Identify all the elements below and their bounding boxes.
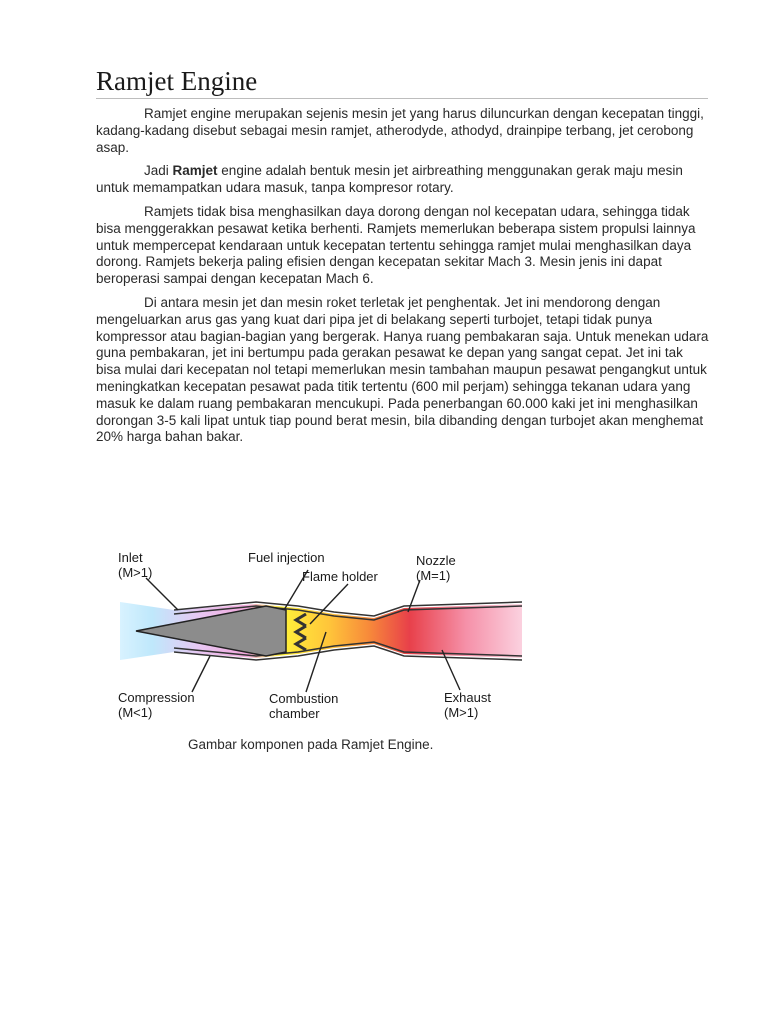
paragraph-3	[96, 204, 710, 288]
paragraph-4-text: Di antara mesin jet dan mesin roket terletak jet penghentak. Jet ini mendorong dengan mengeluarkan arus gas yang kuat dari pipa jet di belakang seperti turbojet, tetapi tidak punya kompressor atau bagian-bagian yang bergerak. Hanya ruang pembakaran saja. Untuk menekan udara guna pembakaran, jet ini bertumpu pada gerakan pesawat ke depan yang sangat cepat. Jet ini tak bisa mulai dari kecepatan nol tetapi memerlukan mesin tambahan maupun pesawat pengangkut untuk meningkatkan kecepatan pesawat pada titik tertentu (600 mil perjam) sehingga tekanan udara yang masuk ke dalam ruang pembakaran mencukupi. Pada penerbangan 60.000 kaki jet ini menghasilkan dorongan 3-5 kali lipat untuk tiap pound berat mesin, bila dibanding dengan turbojet akan menghemat 20% harga bahan bakar.	[96, 294, 709, 445]
paragraph-2-text-start: Jadi	[144, 163, 173, 179]
nozzle-leader	[408, 580, 420, 612]
document-body	[96, 106, 710, 453]
label-flame-holder: Flame holder	[302, 569, 378, 584]
figure-caption: Gambar komponen pada Ramjet Engine.	[188, 737, 434, 752]
label-exhaust: Exhaust (M>1)	[444, 690, 491, 720]
label-inlet: Inlet (M>1)	[118, 550, 153, 580]
title-divider	[96, 98, 708, 99]
paragraph-3-text: Ramjets tidak bisa menghasilkan daya dorong dengan nol kecepatan udara, sehingga tidak bisa menggerakkan pesawat ketika berhenti. Ramjets memerlukan beberapa sistem propulsi lainnya untuk mempercepat kendaraan untuk kecepatan tertentu sehingga ramjet mulai menghasilkan daya dorong. Ramjets bekerja paling efisien dengan kecepatan sekitar Mach 3. Mesin jenis ini dapat beroperasi sampai dengan kecepatan Mach 6.	[96, 203, 696, 287]
label-combustion-chamber: Combustion chamber	[269, 691, 339, 721]
label-nozzle: Nozzle (M=1)	[416, 553, 456, 583]
paragraph-1-text: Ramjet engine merupakan sejenis mesin jet yang harus diluncurkan dengan kecepatan tinggi, kadang-kadang disebut sebagai mesin ramjet, atherodyde, athodyd, drainpipe terbang, jet cerobong asap.	[96, 106, 704, 155]
paragraph-1	[96, 106, 710, 156]
document-title: Ramjet Engine	[96, 66, 258, 96]
paragraph-2	[96, 163, 710, 197]
paragraph-2-text-end: engine adalah bentuk mesin jet airbreathing menggunakan gerak maju mesin untuk memampatkan udara masuk, tanpa kompresor rotary.	[96, 163, 683, 196]
paragraph-4	[96, 295, 710, 446]
ramjet-diagram	[112, 540, 532, 740]
compression-leader	[192, 656, 210, 692]
label-fuel-injection: Fuel injection	[248, 550, 325, 565]
label-compression: Compression (M<1)	[118, 690, 195, 720]
inlet-leader	[146, 578, 178, 610]
paragraph-2-bold-term: Ramjet	[172, 163, 218, 179]
exhaust-leader	[442, 650, 460, 690]
